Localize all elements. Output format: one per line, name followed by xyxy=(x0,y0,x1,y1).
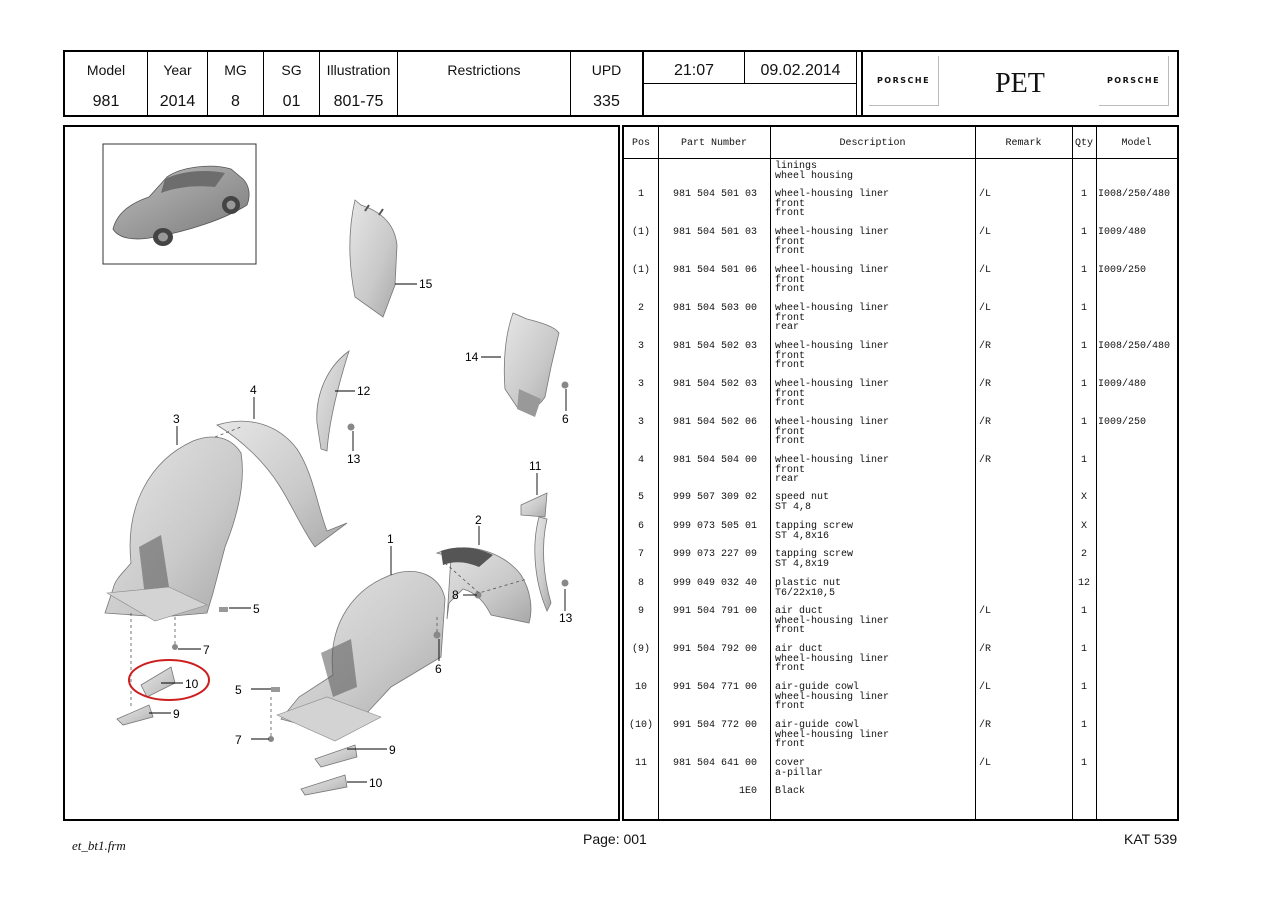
row-pos: 5 xyxy=(637,492,644,503)
header-sg-label: SG xyxy=(281,62,302,78)
callout-2[interactable]: 2 xyxy=(475,513,482,527)
row-pos: (1) xyxy=(631,265,650,276)
row-remark: /R xyxy=(979,644,992,655)
row-part-number: 981 504 502 06 xyxy=(672,417,757,428)
row-description: wheel-housing liner front front xyxy=(775,265,890,295)
header-restrictions-label: Restrictions xyxy=(447,62,521,78)
callout-5b[interactable]: 5 xyxy=(235,683,242,697)
row-part-number: 981 504 641 00 xyxy=(672,758,757,769)
callout-7b[interactable]: 7 xyxy=(235,733,242,747)
row-remark: /R xyxy=(979,720,992,731)
row-description: cover a-pillar xyxy=(775,758,824,779)
row-description: wheel-housing liner front front xyxy=(775,189,890,219)
porsche-logo-left: PORSCHE xyxy=(869,56,939,106)
row-pos: 3 xyxy=(637,341,644,352)
row-qty: 1 xyxy=(1080,341,1087,352)
callout-9b[interactable]: 9 xyxy=(389,743,396,757)
callout-4[interactable]: 4 xyxy=(250,383,257,397)
row-qty: 1 xyxy=(1080,189,1087,200)
col-divider xyxy=(770,127,771,819)
row-model: I009/250 xyxy=(1098,417,1147,428)
row-pos: (1) xyxy=(631,227,650,238)
row-description: tapping screw ST 4,8x16 xyxy=(775,521,854,542)
row-remark: /L xyxy=(979,758,992,769)
car-thumbnail xyxy=(103,144,256,264)
brand-box xyxy=(861,52,1177,115)
timestamp-row xyxy=(644,52,856,84)
row-pos: 4 xyxy=(637,455,644,466)
row-qty: 1 xyxy=(1080,379,1087,390)
th-pos: Pos xyxy=(631,138,650,149)
row-pos: 9 xyxy=(637,606,644,617)
row-qty: 1 xyxy=(1080,265,1087,276)
header-upd-value: 335 xyxy=(593,93,620,110)
header-date: 09.02.2014 xyxy=(760,62,841,79)
row-part-number: 999 507 309 02 xyxy=(672,492,757,503)
row-part-number: 999 073 227 09 xyxy=(672,549,757,560)
catalog-header xyxy=(63,50,1179,117)
row-qty: 1 xyxy=(1080,417,1087,428)
header-time: 21:07 xyxy=(673,62,715,79)
catalog-number: KAT 539 xyxy=(1124,831,1178,847)
row-remark: /L xyxy=(979,606,992,617)
timestamp-box xyxy=(642,52,857,115)
callout-15[interactable]: 15 xyxy=(419,277,433,291)
header-year-value: 2014 xyxy=(159,93,196,110)
row-qty: 1 xyxy=(1080,303,1087,314)
row-remark: /L xyxy=(979,682,992,693)
row-pos: 2 xyxy=(637,303,644,314)
row-pos: 8 xyxy=(637,578,644,589)
row-qty: 12 xyxy=(1077,578,1090,589)
table-header xyxy=(624,127,1177,159)
th-model: Model xyxy=(1121,138,1152,149)
row-pos: 3 xyxy=(637,417,644,428)
header-sg-value: 01 xyxy=(282,93,301,110)
row-qty: X xyxy=(1080,521,1087,532)
header-model-value: 981 xyxy=(92,93,120,110)
header-illustration-label: Illustration xyxy=(326,62,391,78)
header-illustration xyxy=(320,52,398,115)
row-part-number: 999 049 032 40 xyxy=(672,578,757,589)
callout-5[interactable]: 5 xyxy=(253,602,260,616)
row-qty: 1 xyxy=(1080,758,1087,769)
row-qty: 1 xyxy=(1080,682,1087,693)
header-restrictions xyxy=(398,52,571,115)
header-year-label: Year xyxy=(163,62,192,78)
row-description: linings wheel housing xyxy=(775,161,854,182)
row-part-number: 991 504 771 00 xyxy=(672,682,757,693)
row-description: speed nut ST 4,8 xyxy=(775,492,830,513)
callout-1[interactable]: 1 xyxy=(387,532,394,546)
page-number: Page: 001 xyxy=(583,831,647,847)
callout-6[interactable]: 6 xyxy=(562,412,569,426)
row-model: I009/250 xyxy=(1098,265,1147,276)
row-description: air-guide cowl wheel-housing liner front xyxy=(775,720,890,750)
row-remark: /R xyxy=(979,455,992,466)
row-description: Black xyxy=(775,786,806,797)
row-description: tapping screw ST 4,8x19 xyxy=(775,549,854,570)
row-part-number: 981 504 501 03 xyxy=(672,227,757,238)
callout-13[interactable]: 13 xyxy=(347,452,361,466)
row-description: wheel-housing liner front rear xyxy=(775,455,890,485)
row-part-number: 999 073 505 01 xyxy=(672,521,757,532)
header-mg-value: 8 xyxy=(231,93,240,110)
callout-10b[interactable]: 10 xyxy=(369,776,383,790)
row-remark: /L xyxy=(979,227,992,238)
row-qty: 2 xyxy=(1080,549,1087,560)
row-qty: X xyxy=(1080,492,1087,503)
row-remark: /R xyxy=(979,417,992,428)
row-model: I008/250/480 xyxy=(1098,341,1171,352)
row-description: wheel-housing liner front front xyxy=(775,227,890,257)
row-part-number: 981 504 503 00 xyxy=(672,303,757,314)
row-remark: /R xyxy=(979,341,992,352)
row-pos: 7 xyxy=(637,549,644,560)
row-pos: 1 xyxy=(637,189,644,200)
part-12-drawing xyxy=(317,351,349,451)
row-part-number: 981 504 501 03 xyxy=(672,189,757,200)
row-part-number: 981 504 504 00 xyxy=(672,455,757,466)
row-qty: 1 xyxy=(1080,644,1087,655)
row-description: air-guide cowl wheel-housing liner front xyxy=(775,682,890,712)
row-part-number: 991 504 791 00 xyxy=(672,606,757,617)
parts-table xyxy=(622,125,1179,821)
th-qty: Qty xyxy=(1074,138,1093,149)
row-qty: 1 xyxy=(1080,606,1087,617)
row-qty: 1 xyxy=(1080,455,1087,466)
row-pos: (10) xyxy=(628,720,653,731)
row-part-number: 991 504 792 00 xyxy=(672,644,757,655)
row-remark: /R xyxy=(979,379,992,390)
row-pos: 11 xyxy=(634,758,647,769)
row-model: I009/480 xyxy=(1098,227,1147,238)
row-description: wheel-housing liner front front xyxy=(775,417,890,447)
row-pos: (9) xyxy=(631,644,650,655)
row-description: air duct wheel-housing liner front xyxy=(775,644,890,674)
callout-14[interactable]: 14 xyxy=(465,350,479,364)
row-pos: 10 xyxy=(634,682,647,693)
callout-12[interactable]: 12 xyxy=(357,384,371,398)
row-qty: 1 xyxy=(1080,720,1087,731)
row-remark: /L xyxy=(979,265,992,276)
row-model: I008/250/480 xyxy=(1098,189,1171,200)
th-description: Description xyxy=(839,138,906,149)
header-upd xyxy=(571,52,642,115)
row-description: wheel-housing liner front front xyxy=(775,341,890,371)
part-1-drawing xyxy=(277,571,445,741)
col-divider xyxy=(1096,127,1097,819)
callout-7[interactable]: 7 xyxy=(203,643,210,657)
row-pos: 3 xyxy=(637,379,644,390)
parts-illustration[interactable] xyxy=(63,125,620,821)
callout-10[interactable]: 10 xyxy=(185,677,199,691)
row-model: I009/480 xyxy=(1098,379,1147,390)
row-pos: 6 xyxy=(637,521,644,532)
th-part-number: Part Number xyxy=(680,138,747,149)
row-remark: /L xyxy=(979,303,992,314)
col-divider xyxy=(975,127,976,819)
th-remark: Remark xyxy=(1005,138,1042,149)
callout-13b[interactable]: 13 xyxy=(559,611,573,625)
row-description: wheel-housing liner front rear xyxy=(775,303,890,333)
row-remark: /L xyxy=(979,189,992,200)
row-part-number: 1E0 xyxy=(738,786,757,797)
header-mg-label: MG xyxy=(224,62,247,78)
header-year xyxy=(148,52,208,115)
row-qty: 1 xyxy=(1080,227,1087,238)
part-14-drawing xyxy=(504,313,559,417)
part-3-drawing xyxy=(105,437,242,621)
callout-9[interactable]: 9 xyxy=(173,707,180,721)
row-part-number: 981 504 501 06 xyxy=(672,265,757,276)
row-description: air duct wheel-housing liner front xyxy=(775,606,890,636)
form-name: et_bt1.frm xyxy=(72,838,126,853)
row-description: plastic nut T6/22x10,5 xyxy=(775,578,842,599)
header-illustration-value: 801-75 xyxy=(333,93,384,110)
callout-3[interactable]: 3 xyxy=(173,412,180,426)
header-model-label: Model xyxy=(86,62,126,78)
part-15-drawing xyxy=(350,200,397,317)
exploded-view-drawing xyxy=(65,127,618,819)
porsche-logo-right: PORSCHE xyxy=(1099,56,1169,106)
header-mg xyxy=(208,52,264,115)
part-2-drawing xyxy=(437,548,531,623)
row-part-number: 981 504 502 03 xyxy=(672,379,757,390)
header-sg xyxy=(264,52,320,115)
callout-8[interactable]: 8 xyxy=(452,588,459,602)
row-description: wheel-housing liner front front xyxy=(775,379,890,409)
header-model xyxy=(65,52,148,115)
callout-11[interactable]: 11 xyxy=(529,459,542,473)
header-upd-label: UPD xyxy=(591,62,622,78)
system-title: PET xyxy=(995,68,1045,99)
callout-6b[interactable]: 6 xyxy=(435,662,442,676)
row-part-number: 981 504 502 03 xyxy=(672,341,757,352)
row-part-number: 991 504 772 00 xyxy=(672,720,757,731)
